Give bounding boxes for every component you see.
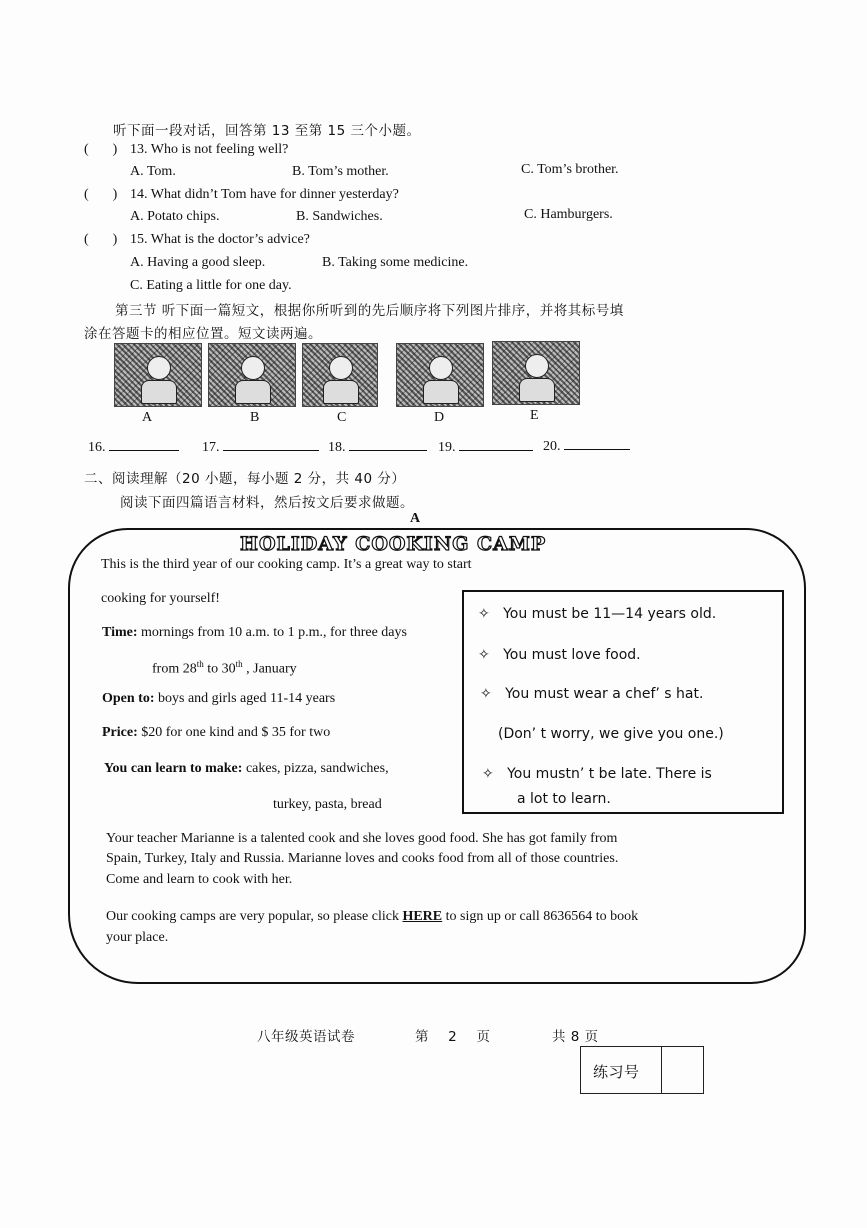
popular-line1: Our cooking camps are very popular, so please click HERE to sign up or call 8636564 to book	[106, 909, 639, 924]
picture-label-e: E	[530, 408, 539, 423]
picture-d	[396, 343, 484, 407]
star-icon: ✧	[478, 647, 490, 663]
reading-heading: 二、阅读理解（20 小题，每小题 2 分，共 40 分）	[84, 471, 406, 487]
teacher-line1: Your teacher Marianne is a talented cook and she loves good food. She has got family from	[106, 831, 618, 846]
answer-18[interactable]: 18.	[328, 436, 427, 456]
rule-4-cont: a lot to learn.	[517, 791, 611, 807]
camp-open-to: Open to: boys and girls aged 11-14 years	[102, 691, 336, 706]
practice-number-label: 练习号	[593, 1063, 640, 1081]
camp-learn: You can learn to make: cakes, pizza, sandwiches,	[104, 761, 389, 776]
star-icon: ✧	[478, 606, 490, 622]
answer-17[interactable]: 17.	[202, 436, 319, 456]
q13-option-a[interactable]: A. Tom.	[130, 164, 176, 179]
camp-title: HOLIDAY COOKING CAMP	[240, 533, 547, 555]
picture-label-b: B	[250, 410, 260, 425]
question-13: 13. Who is not feeling well?	[130, 142, 289, 157]
rule-2: ✧ You must love food.	[478, 647, 641, 663]
star-icon: ✧	[480, 686, 492, 702]
teacher-line3: Come and learn to cook with her.	[106, 872, 293, 887]
camp-price: Price: $20 for one kind and $ 35 for two	[102, 725, 331, 740]
camp-intro-line2: cooking for yourself!	[101, 591, 220, 606]
listening-instruction: 听下面一段对话，回答第 13 至第 15 三个小题。	[113, 123, 421, 139]
teacher-line2: Spain, Turkey, Italy and Russia. Marianne loves and cooks food from all of those countries.	[106, 851, 619, 866]
star-icon: ✧	[482, 766, 494, 782]
rule-3-note: (Don’ t worry, we give you one.)	[498, 726, 724, 742]
section3-instruction-line1: 第三节 听下面一篇短文，根据你所听到的先后顺序将下列图片排序，并将其标号填	[115, 303, 624, 319]
q13-option-b[interactable]: B. Tom’s mother.	[292, 164, 389, 179]
picture-e	[492, 341, 580, 405]
camp-rules-box	[462, 590, 784, 814]
q14-option-b[interactable]: B. Sandwiches.	[296, 209, 383, 224]
q14-option-c[interactable]: C. Hamburgers.	[524, 207, 613, 222]
question-14: 14. What didn’t Tom have for dinner yesterday?	[130, 187, 399, 202]
q15-option-b[interactable]: B. Taking some medicine.	[322, 255, 469, 270]
picture-label-c: C	[337, 410, 347, 425]
reading-instruction: 阅读下面四篇语言材料，然后按文后要求做题。	[120, 495, 414, 511]
section3-instruction-line2: 涂在答题卡的相应位置。短文读两遍。	[84, 326, 322, 342]
picture-label-a: A	[142, 410, 153, 425]
picture-a	[114, 343, 202, 407]
signup-link[interactable]: HERE	[402, 909, 443, 924]
picture-c	[302, 343, 378, 407]
answer-paren-14[interactable]: ( )	[84, 187, 118, 202]
footer-exam-title: 八年级英语试卷	[257, 1029, 355, 1045]
rule-1: ✧ You must be 11—14 years old.	[478, 606, 717, 622]
q13-option-c[interactable]: C. Tom’s brother.	[521, 162, 619, 177]
answer-19[interactable]: 19.	[438, 436, 533, 456]
passage-letter: A	[410, 511, 421, 526]
picture-b	[208, 343, 296, 407]
q15-option-c[interactable]: C. Eating a little for one day.	[130, 278, 292, 293]
answer-20[interactable]: 20.	[543, 435, 630, 455]
practice-number-box	[580, 1046, 704, 1094]
answer-paren-15[interactable]: ( )	[84, 232, 118, 247]
question-15: 15. What is the doctor’s advice?	[130, 232, 310, 247]
picture-label-d: D	[434, 410, 445, 425]
camp-time: Time: mornings from 10 a.m. to 1 p.m., for three days	[102, 625, 407, 640]
q15-option-a[interactable]: A. Having a good sleep.	[130, 255, 266, 270]
q14-option-a[interactable]: A. Potato chips.	[130, 209, 220, 224]
rule-3: ✧ You must wear a chef’ s hat.	[480, 686, 704, 702]
footer-page: 第 2 页	[415, 1029, 491, 1045]
camp-intro-line1: This is the third year of our cooking camp. It’s a great way to start	[101, 557, 472, 572]
answer-paren-13[interactable]: ( )	[84, 142, 118, 157]
rule-4: ✧ You mustn’ t be late. There is	[482, 766, 712, 782]
popular-line2: your place.	[106, 930, 169, 945]
camp-dates: from 28th to 30th , January	[152, 659, 297, 677]
footer-total: 共 8 页	[552, 1029, 599, 1045]
camp-learn-line2: turkey, pasta, bread	[273, 797, 382, 812]
answer-16[interactable]: 16.	[88, 436, 179, 456]
